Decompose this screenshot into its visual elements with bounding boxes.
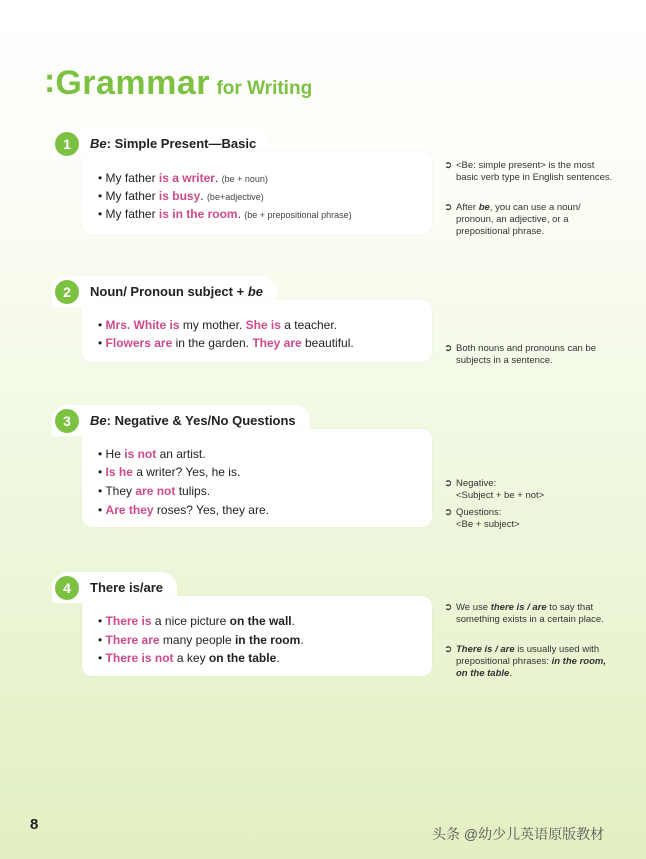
- example-line: • My father is a writer. (be + noun): [98, 171, 268, 185]
- example-line: • Is he a writer? Yes, he is.: [98, 465, 241, 479]
- section-3: [52, 405, 432, 531]
- section-4-examples: [82, 596, 432, 676]
- side-note: ➲ <Be: simple present> is the most basic verb type in English sentences.: [444, 160, 613, 183]
- section-1-examples: [82, 152, 432, 234]
- section-2: [52, 276, 432, 368]
- example-line: • Are they roses? Yes, they are.: [98, 503, 269, 517]
- section-3-title: Be: Negative & Yes/No Questions: [90, 413, 296, 428]
- arrow-icon: ➲: [444, 343, 453, 354]
- example-line: • They are not tulips.: [98, 484, 211, 498]
- section-2-number: 2: [55, 280, 79, 304]
- page-number: 8: [30, 816, 39, 833]
- example-line: • There is a nice picture on the wall.: [98, 614, 295, 628]
- arrow-icon: ➲: [444, 507, 453, 518]
- arrow-icon: ➲: [444, 202, 453, 213]
- section-2-examples: [82, 300, 432, 362]
- example-line: • My father is in the room. (be + prepositional phrase): [98, 207, 352, 221]
- arrow-icon: ➲: [444, 160, 453, 171]
- example-line: • There is not a key on the table.: [98, 651, 280, 665]
- side-note: ➲ We use there is / are to say that something exists in a certain place.: [444, 602, 604, 625]
- side-note: ➲ Negative: <Subject + be + not>: [444, 478, 545, 501]
- section-2-title: Noun/ Pronoun subject + be: [90, 284, 263, 299]
- page-title: [44, 62, 312, 103]
- side-note: ➲ Both nouns and pronouns can be subjects in a sentence.: [444, 343, 596, 366]
- example-line: • There are many people in the room.: [98, 633, 304, 647]
- section-4: [52, 572, 432, 678]
- title-grammar: Grammar: [55, 64, 211, 102]
- section-3-examples: [82, 429, 432, 527]
- arrow-icon: ➲: [444, 478, 453, 489]
- side-note: ➲ There is / are is usually used with prepositional phrases: in the room, on the table.: [444, 644, 606, 679]
- example-line: • He is not an artist.: [98, 447, 206, 461]
- section-4-title: There is/are: [90, 580, 163, 595]
- section-4-number: 4: [55, 576, 79, 600]
- side-note: ➲ Questions: <Be + subject>: [444, 507, 520, 530]
- section-1-title: Be: Simple Present—Basic: [90, 136, 257, 151]
- example-line: • My father is busy. (be+adjective): [98, 189, 264, 203]
- example-line: • Mrs. White is my mother. She is a teacher.: [98, 318, 337, 332]
- title-colon: :: [44, 62, 56, 100]
- arrow-icon: ➲: [444, 602, 453, 613]
- arrow-icon: ➲: [444, 644, 453, 655]
- section-1-number: 1: [55, 132, 79, 156]
- section-3-number: 3: [55, 409, 79, 433]
- section-1: [52, 128, 432, 238]
- watermark: 头条 @幼少儿英语原版教材: [432, 826, 605, 842]
- side-note: ➲ After be, you can use a noun/ pronoun, an adjective, or a prepositional phrase.: [444, 202, 581, 237]
- title-subtitle: for Writing: [216, 78, 313, 99]
- example-line: • Flowers are in the garden. They are beautiful.: [98, 336, 354, 350]
